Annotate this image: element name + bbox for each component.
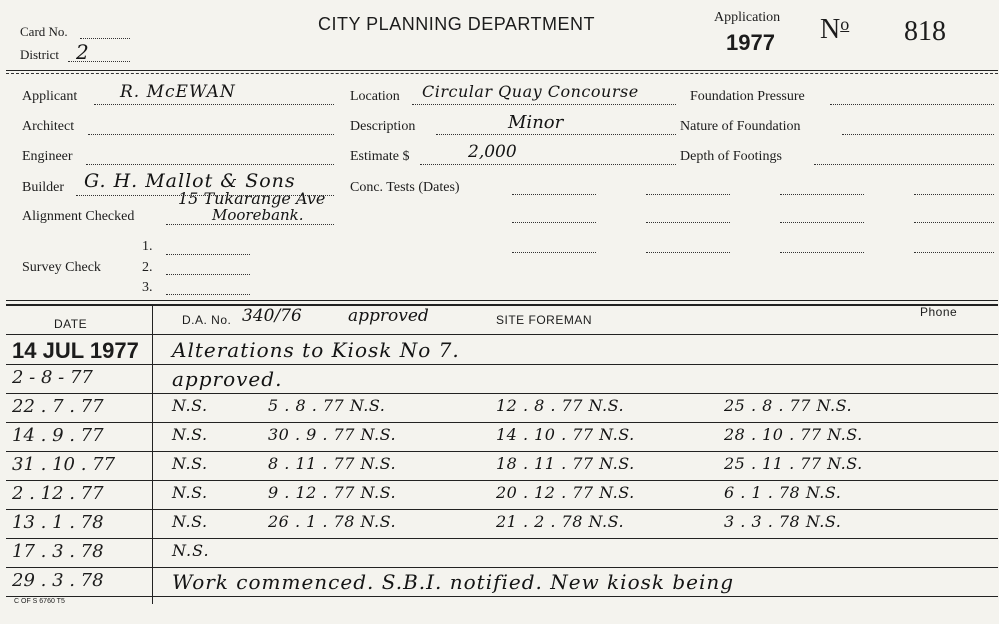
builder-label: Builder (22, 180, 64, 195)
log-date: 14 . 9 . 77 (12, 425, 104, 446)
log-entry: 25 . 8 . 77 N.S. (724, 396, 853, 415)
log-date: 22 . 7 . 77 (12, 396, 104, 417)
log-entry: 25 . 11 . 77 N.S. (724, 454, 863, 473)
da-status: approved (348, 306, 429, 326)
row-divider (6, 567, 998, 568)
survey-item-3: 3. (142, 280, 153, 295)
log-entry: 12 . 8 . 77 N.S. (496, 396, 625, 415)
log-entry: N.S. (172, 454, 208, 473)
log-entry: 21 . 2 . 78 N.S. (496, 512, 625, 531)
row-divider (6, 596, 998, 597)
row-divider (6, 364, 998, 365)
alignment-label: Alignment Checked (22, 209, 135, 224)
log-entry: approved. (172, 367, 283, 391)
application-label: Application (714, 10, 781, 25)
date-column-header: DATE (54, 317, 88, 331)
builder-value: G. H. Mallot & Sons (84, 170, 296, 192)
district-value: 2 (76, 40, 89, 64)
phone-label: Phone (920, 305, 958, 319)
description-value: Minor (508, 112, 564, 133)
estimate-label: Estimate $ (350, 149, 410, 164)
log-entry: 14 . 10 . 77 N.S. (496, 425, 635, 444)
survey-label: Survey Check (22, 260, 101, 275)
log-date: 2 - 8 - 77 (12, 367, 93, 388)
estimate-value: 2,000 (468, 142, 517, 162)
log-entry: 8 . 11 . 77 N.S. (268, 454, 397, 473)
application-year: 1977 (726, 30, 775, 55)
log-entry: N.S. (172, 483, 208, 502)
builder-address: 15 Tukarange Ave (178, 189, 326, 208)
nature-of-foundation-label: Nature of Foundation (680, 119, 801, 134)
log-date: 2 . 12 . 77 (12, 483, 104, 504)
log-entry: 26 . 1 . 78 N.S. (268, 512, 397, 531)
log-entry: Work commenced. S.B.I. notified. New kiosk being (172, 570, 735, 594)
log-entry: 28 . 10 . 77 N.S. (724, 425, 863, 444)
architect-label: Architect (22, 119, 75, 134)
row-divider (6, 393, 998, 394)
log-date: 29 . 3 . 78 (12, 570, 104, 591)
survey-item-2: 2. (142, 260, 153, 275)
row-divider (6, 509, 998, 510)
log-entry: 9 . 12 . 77 N.S. (268, 483, 397, 502)
engineer-label: Engineer (22, 149, 73, 164)
log-entry: N.S. (172, 512, 208, 531)
foundation-pressure-label: Foundation Pressure (690, 89, 805, 104)
description-label: Description (350, 119, 416, 134)
log-entry: N.S. (172, 425, 208, 444)
card-no-label: Card No. (20, 24, 68, 39)
department-title: CITY PLANNING DEPARTMENT (318, 14, 596, 34)
row-divider (6, 538, 998, 539)
number-sign: $N^o$ (820, 14, 850, 45)
location-value: Circular Quay Concourse (422, 82, 639, 101)
application-number: 818 (904, 16, 946, 47)
survey-item-1: 1. (142, 239, 153, 254)
applicant-value: R. McEWAN (120, 82, 236, 102)
log-entry: 30 . 9 . 77 N.S. (268, 425, 397, 444)
log-entry: 18 . 11 . 77 N.S. (496, 454, 635, 473)
depth-of-footings-label: Depth of Footings (680, 149, 782, 164)
row-divider (6, 422, 998, 423)
applicant-label: Applicant (22, 89, 78, 104)
log-entry: 3 . 3 . 78 N.S. (724, 512, 842, 531)
alignment-value: Moorebank. (212, 206, 304, 224)
row-divider (6, 480, 998, 481)
location-label: Location (350, 89, 400, 104)
log-date: 14 JUL 1977 (12, 338, 139, 363)
row-divider (6, 451, 998, 452)
log-entry: 5 . 8 . 77 N.S. (268, 396, 386, 415)
site-foreman-label: SITE FOREMAN (496, 313, 593, 327)
district-label: District (20, 47, 59, 62)
log-entry: N.S. (172, 541, 210, 560)
form-code: C OF S 6760 T5 (14, 598, 65, 605)
log-entry: 20 . 12 . 77 N.S. (496, 483, 635, 502)
log-entry: N.S. (172, 396, 208, 415)
da-number-value: 340/76 (242, 306, 302, 326)
log-date: 31 . 10 . 77 (12, 454, 116, 475)
conc-tests-label: Conc. Tests (Dates) (350, 180, 460, 195)
log-entry: 6 . 1 . 78 N.S. (724, 483, 842, 502)
log-date: 17 . 3 . 78 (12, 541, 104, 562)
log-entry: Alterations to Kiosk No 7. (172, 338, 460, 362)
da-number-label: D.A. No. (182, 313, 232, 327)
log-date: 13 . 1 . 78 (12, 512, 104, 533)
